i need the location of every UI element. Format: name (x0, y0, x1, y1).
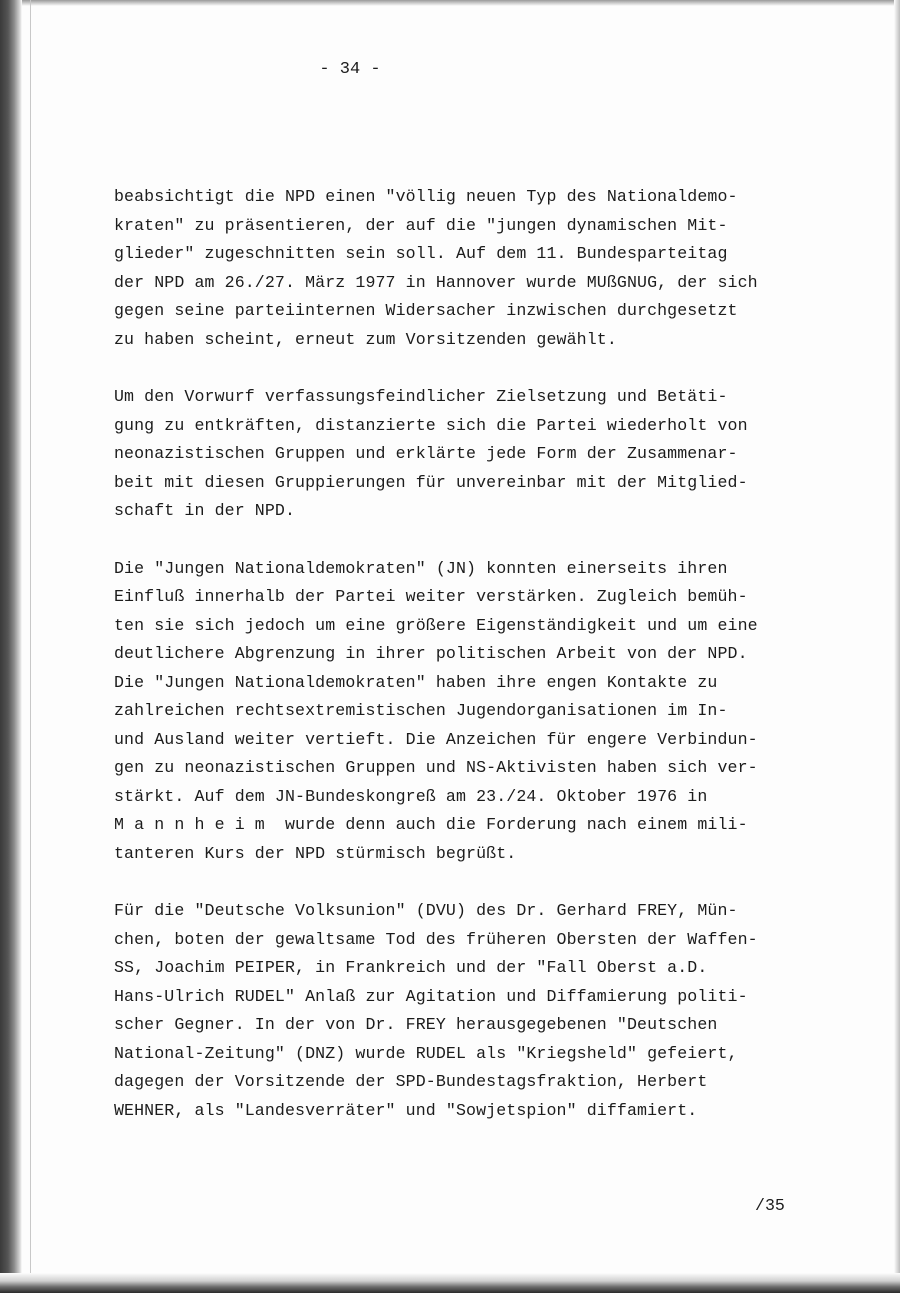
text-line: und Ausland weiter vertieft. Die Anzeichen für engere Verbindun- (114, 729, 758, 749)
text-line: Um den Vorwurf verfassungsfeindlicher Zielsetzung und Betäti- (114, 387, 728, 406)
text-line: kraten" zu präsentieren, der auf die "jungen dynamischen Mit- (114, 215, 728, 235)
text-line: ten sie sich jedoch um eine größere Eigenständigkeit und um eine (114, 615, 758, 635)
text-line: Einfluß innerhalb der Partei weiter verstärken. Zugleich bemüh- (114, 587, 748, 606)
scan-bottom-edge (0, 1273, 900, 1293)
text-line: schaft in der NPD. (114, 501, 296, 520)
text-line: National-Zeitung" (DNZ) wurde RUDEL als "Kriegsheld" gefeiert, (114, 1043, 738, 1063)
text-line: zahlreichen rechtsextremistischen Jugendorganisationen im In- (114, 701, 728, 720)
text-line: deutlichere Abgrenzung in ihrer politischen Arbeit von der NPD. (114, 644, 748, 663)
page-number: - 34 - (319, 60, 381, 79)
text-line: scher Gegner. In der von Dr. FREY herausgegebenen "Deutschen (114, 1015, 718, 1034)
text-line: M a n n h e i m wurde denn auch die Forderung nach einem mili- (114, 815, 748, 834)
text-line: WEHNER, als "Landesverräter" und "Sowjetspion" diffamiert. (114, 1100, 698, 1120)
text-line: SS, Joachim PEIPER, in Frankreich und der "Fall Oberst a.D. (114, 958, 708, 977)
text-line: Hans-Ulrich RUDEL" Anlaß zur Agitation und Diffamierung politi- (114, 986, 748, 1006)
continuation-page-marker: /35 (755, 1196, 785, 1215)
text-line: gen zu neonazistischen Gruppen und NS-Aktivisten haben sich ver- (114, 758, 758, 777)
text-line: zu haben scheint, erneut zum Vorsitzenden gewählt. (114, 329, 617, 349)
text-line: dagegen der Vorsitzende der SPD-Bundestagsfraktion, Herbert (114, 1072, 708, 1091)
text-line: gegen seine parteiinternen Widersacher inzwischen durchgesetzt (114, 301, 738, 320)
paragraph-distancing-neonazi-groups (114, 383, 844, 526)
text-line: beabsichtigt die NPD einen "völlig neuen Typ des Nationaldemo- (114, 187, 738, 206)
text-line: Die "Jungen Nationaldemokraten" (JN) konnten einerseits ihren (114, 558, 728, 578)
text-line: gung zu entkräften, distanzierte sich die Partei wiederholt von (114, 415, 748, 435)
document-body (114, 183, 844, 1154)
text-line: neonazistischen Gruppen und erklärte jede Form der Zusammenar- (114, 444, 738, 463)
text-line: chen, boten der gewaltsame Tod des früheren Obersten der Waffen- (114, 929, 758, 949)
text-line: Für die "Deutsche Volksunion" (DVU) des Dr. Gerhard FREY, Mün- (114, 901, 738, 920)
scan-binding-edge (0, 0, 22, 1293)
text-line: der NPD am 26./27. März 1977 in Hannover wurde MUßGNUG, der sich (114, 272, 758, 292)
page-edge-line (30, 0, 31, 1293)
paragraph-npd-party-congress (114, 183, 844, 354)
paragraph-deutsche-volksunion (114, 897, 844, 1125)
text-line: stärkt. Auf dem JN-Bundeskongreß am 23./24. Oktober 1976 in (114, 786, 708, 806)
scan-top-edge (0, 0, 900, 6)
text-line: glieder" zugeschnitten sein soll. Auf dem 11. Bundesparteitag (114, 244, 728, 263)
text-line: beit mit diesen Gruppierungen für unvereinbar mit der Mitglied- (114, 472, 748, 492)
paragraph-jungen-nationaldemokraten (114, 555, 844, 869)
text-line: tanteren Kurs der NPD stürmisch begrüßt. (114, 843, 517, 863)
text-line: Die "Jungen Nationaldemokraten" haben ihre engen Kontakte zu (114, 672, 718, 692)
scan-right-edge (894, 0, 900, 1293)
